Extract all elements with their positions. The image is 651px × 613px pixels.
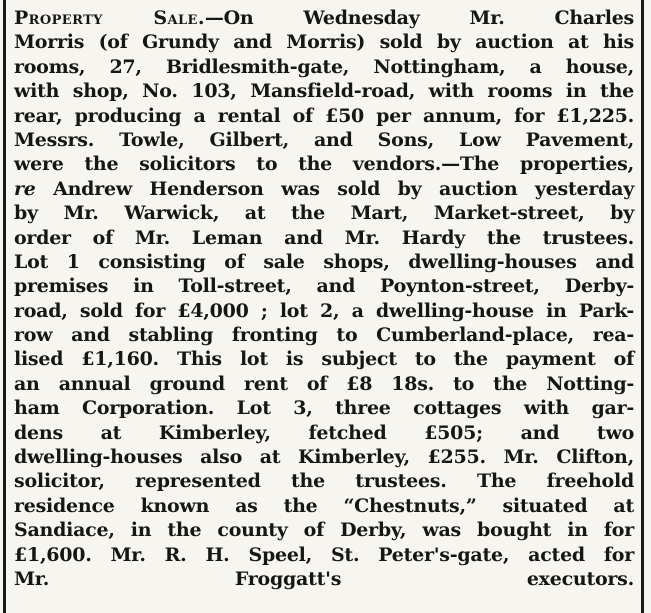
article-line: ham Corporation. Lot 3, three cottages with gar- [14, 397, 634, 420]
article-line: order of Mr. Leman and Mr. Hardy the trustees. [14, 226, 634, 249]
article-line: re Andrew Henderson was sold by auction yesterday [14, 177, 634, 200]
article-heading: Property Sale. [14, 7, 205, 29]
article-line: lised £1,160. This lot is subject to the payment of [14, 348, 634, 371]
article-line: rooms, 27, Bridlesmith-gate, Nottingham, a house, [14, 55, 634, 78]
italic-re: re [14, 177, 36, 200]
article-line: Morris (of Grundy and Morris) sold by auction at his [14, 31, 634, 54]
article-line: £1,600. Mr. R. H. Speel, St. Peter's-gate, acted for [14, 543, 634, 566]
article-line: Mr. Froggatt's executors. [14, 567, 634, 590]
article-line: dwelling-houses also at Kimberley, £255. Mr. Clifton, [14, 446, 634, 469]
article-line: were the solicitors to the vendors.—The properties, [14, 153, 634, 176]
left-column-rule [3, 0, 6, 613]
article-line: Messrs. Towle, Gilbert, and Sons, Low Pavement, [14, 128, 634, 151]
article-line: an annual ground rent of £8 18s. to the Notting- [14, 372, 634, 395]
right-column-rule [641, 0, 644, 613]
article-line: road, sold for £4,000 ; lot 2, a dwelling-house in Park- [14, 299, 634, 322]
article-line [14, 591, 634, 613]
article-body [14, 6, 634, 613]
article-line: solicitor, represented the trustees. The freehold [14, 470, 634, 493]
article-line: rear, producing a rental of £50 per annum, for £1,225. [14, 104, 634, 127]
article-line: with shop, No. 103, Mansfield-road, with rooms in the [14, 80, 634, 103]
article-line: row and stabling fronting to Cumberland-place, rea- [14, 324, 634, 347]
article-line: Lot 1 consisting of sale shops, dwelling-houses and [14, 250, 634, 273]
article-line: residence known as the “Chestnuts,” situated at [14, 494, 634, 517]
article-line: premises in Toll-street, and Poynton-street, Derby- [14, 275, 634, 298]
article-line: dens at Kimberley, fetched £505; and two [14, 421, 634, 444]
article-line: Sandiace, in the county of Derby, was bought in for [14, 519, 634, 542]
article-line: Property Sale.—On Wednesday Mr. Charles [14, 7, 634, 29]
article-line: by Mr. Warwick, at the Mart, Market-street, by [14, 202, 634, 225]
